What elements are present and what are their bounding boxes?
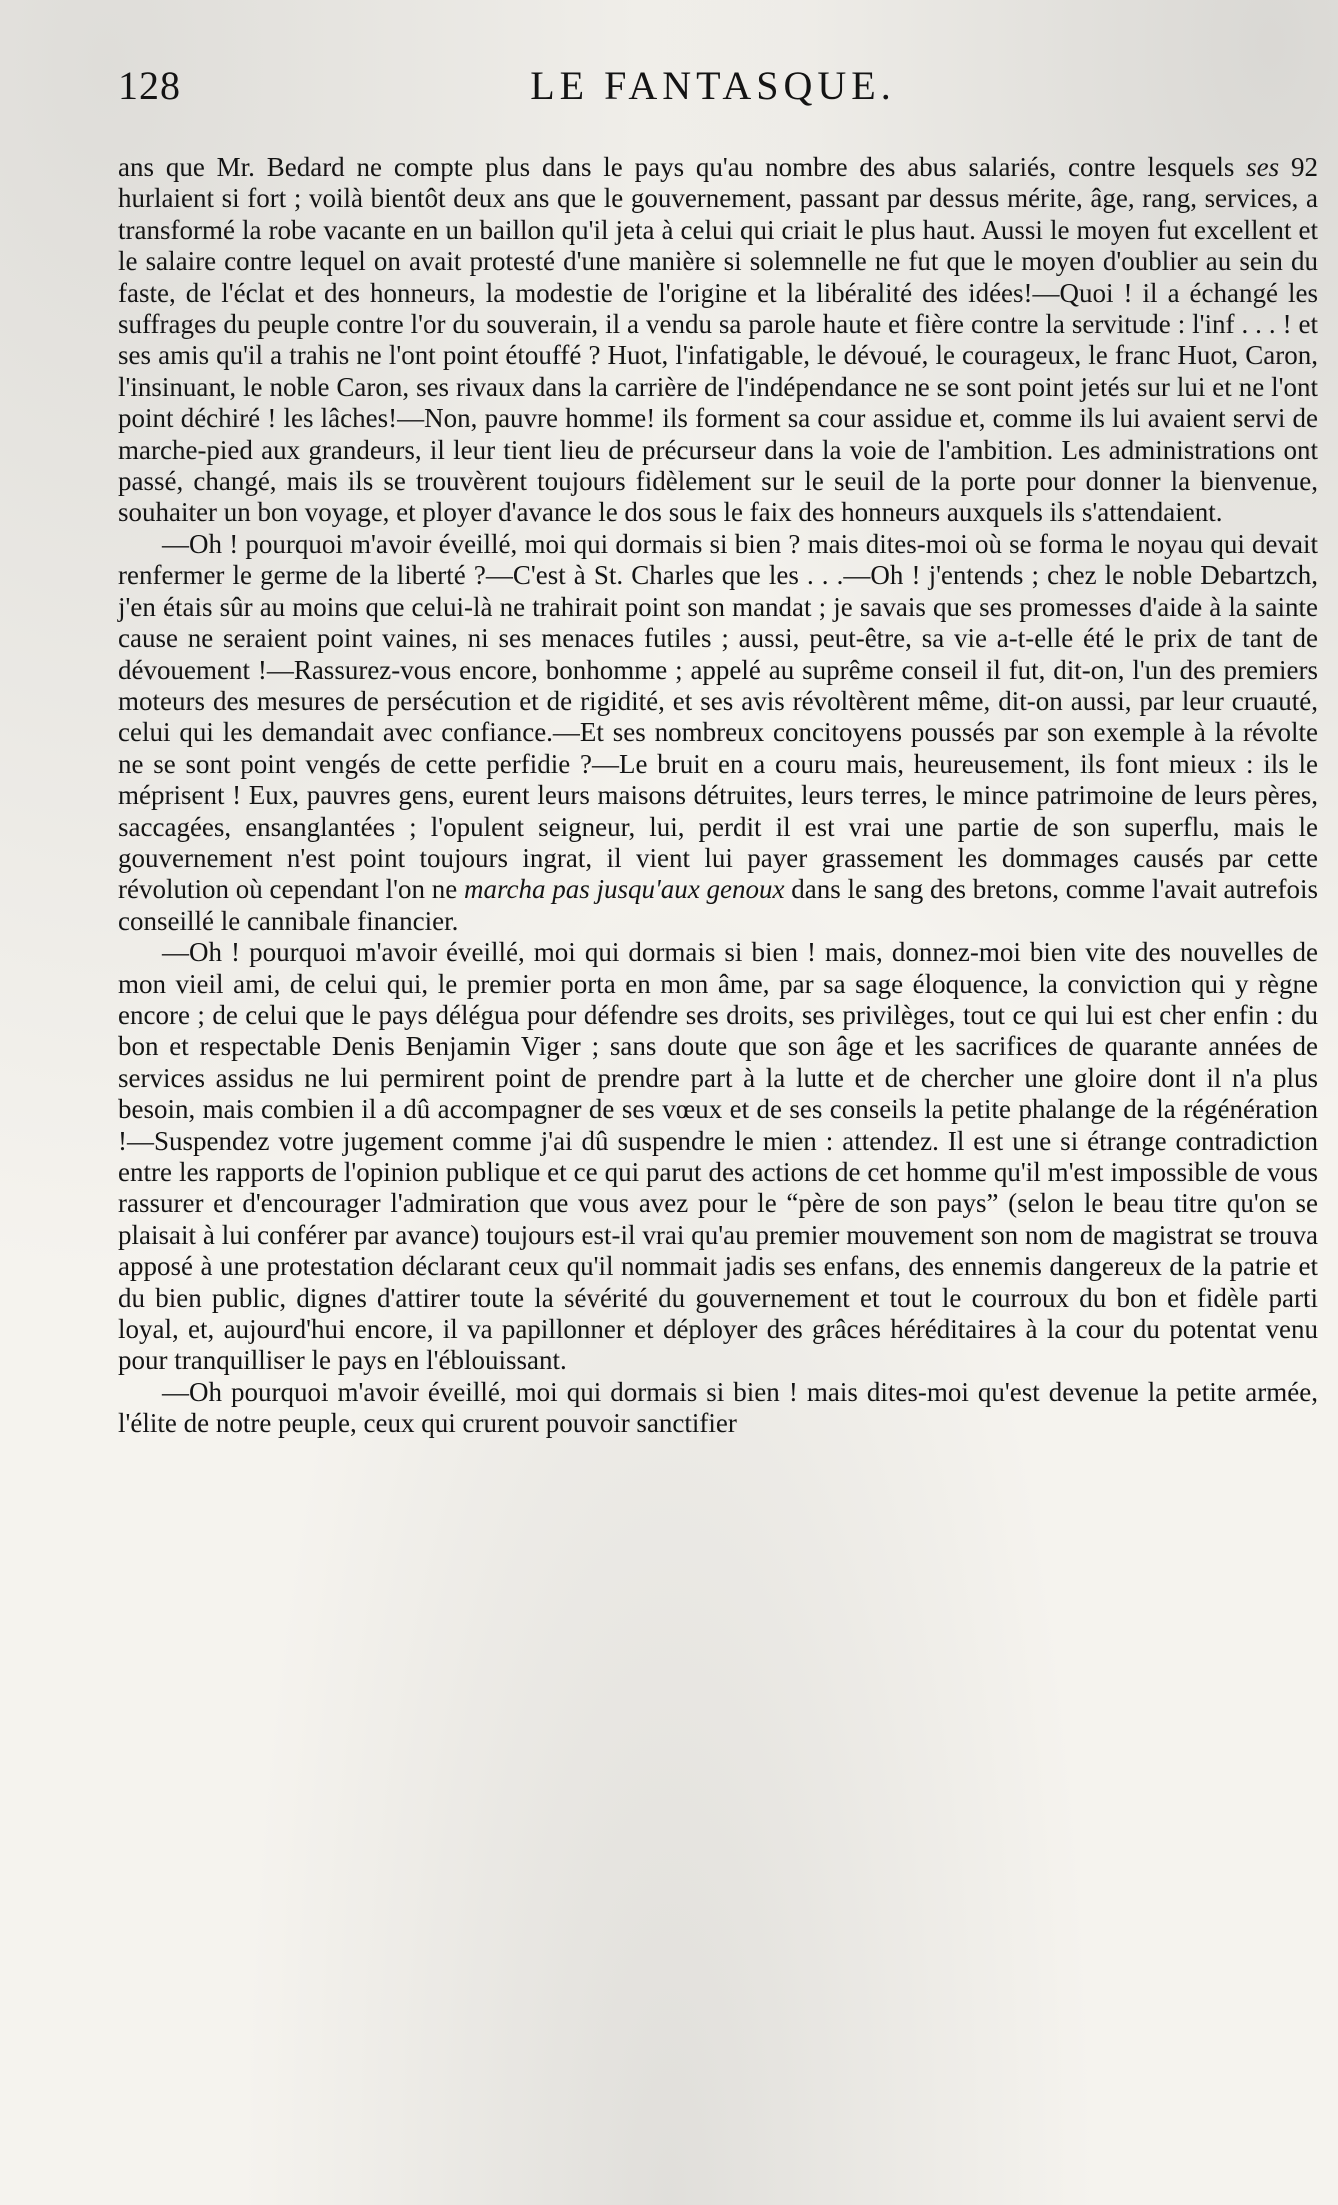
paragraph-1 (118, 152, 1318, 529)
text-segment: —Oh ! pourquoi m'avoir éveillé, moi qui dormais si bien ! mais, donnez-moi bien vite des nouvelles de mon vieil ami, de celui qui, le premier porta en mon âme, par sa sage éloquence, la conviction qui y règne encore ; de celui que le pays délégua pour défendre ses droits, ses privilèges, tout ce qui lui est cher enfin : du bon et respectable Denis Benjamin Viger ; sans doute que son âge et les sacrifices de quarante années de services assidus ne lui permirent point de prendre part à la lutte et de chercher une gloire dont il n'a plus besoin, mais combien il a dû accompagner de ses vœux et de ses conseils la petite phalange de la régénération !—Suspendez votre jugement comme j'ai dû suspendre le mien : attendez. Il est une si étrange contradiction entre les rapports de l'opinion publique et ce qui parut des actions de cet homme qu'il m'est impossible de vous rassurer et d'encourager l'admiration que vous avez pour le “père de son pays” (selon le beau titre qu'on se plaisait à lui conférer par avance) toujours est-il vrai qu'au premier mouvement son nom de magistrat se trouva apposé à une protestation déclarant ceux qu'il nommait jadis ses enfans, des ennemis dangereux de la patrie et du bien public, dignes d'attirer toute la sévérité du gouvernement et tout le courroux du bon et fidèle parti loyal, et, aujourd'hui encore, il va papillonner et déployer des grâces héréditaires à la cour du potentat venu pour tranquilliser le pays en l'éblouissant. (118, 937, 1318, 1376)
text-segment: dans le sang des bretons, comme l'avait autrefois conseillé le cannibale financier. (118, 874, 1318, 936)
text-segment: —Oh ! pourquoi m'avoir éveillé, moi qui dormais si bien ? mais dites-moi où se forma le noyau qui devait renfermer le germe de la liberté ?—C'est à St. Charles que les . . .—Oh ! j'entends ; chez le noble Debartzch, j'en étais sûr au moins que celui-là ne trahirait point son mandat ; je savais que ses promesses d'aide à la sainte cause ne seraient point vaines, ni ses menaces futiles ; aussi, peut-être, sa vie a-t-elle été le prix de tant de dévouement !—Rassurez-vous encore, bonhomme ; appelé au suprême conseil il fut, dit-on, l'un des premiers moteurs des mesures de persécution et de rigidité, et ses avis révoltèrent même, dit-on aussi, par leur cruauté, celui qui les demandait avec confiance.—Et ses nombreux concitoyens poussés par son exemple à la révolte ne se sont point vengés de cette perfidie ?—Le bruit en a couru mais, heureusement, ils font mieux : ils le méprisent ! Eux, pauvres gens, eurent leurs maisons détruites, leurs terres, le mince patrimoine de leurs pères, saccagées, ensanglantées ; l'opulent seigneur, lui, perdit il est vrai une partie de son superflu, mais le gouvernement n'est point toujours ingrat, il vient lui payer grassement les dommages causés par cette révolution où cependant l'on ne (118, 528, 1318, 905)
paragraph-4 (118, 1377, 1318, 1440)
text-segment: ans que Mr. Bedard ne compte plus dans le pays qu'au nombre des abus salariés, contre lesquels (118, 152, 1247, 182)
text-segment: —Oh pourquoi m'avoir éveillé, moi qui dormais si bien ! mais dites-moi qu'est devenue la petite armée, l'élite de notre peuple, ceux qui crurent pouvoir sanctifier (118, 1376, 1318, 1439)
page-header (118, 62, 1308, 132)
article-body (118, 152, 1318, 1440)
page-number: 128 (118, 63, 181, 108)
paragraph-2 (118, 529, 1318, 937)
italic-segment: marcha pas jusqu'aux genoux (464, 874, 785, 905)
italic-segment: ses (1246, 152, 1280, 182)
paragraph-3 (118, 937, 1318, 1377)
text-segment: 92 hurlaient si fort ; voilà bientôt deux ans que le gouvernement, passant par dessus mérite, âge, rang, services, a transformé la robe vacante en un baillon qu'il jeta à celui qui criait le plus haut. Aussi le moyen fut excellent et le salaire contre lequel on avait protesté d'une manière si solemnelle ne fut que le moyen d'oublier au sein du faste, de l'éclat et des honneurs, la modestie de l'origine et la libéralité des idées!—Quoi ! il a échangé les suffrages du peuple contre l'or du souverain, il a vendu sa parole haute et fière contre la servitude : l'inf . . . ! et ses amis qu'il a trahis ne l'ont point étouffé ? Huot, l'infatigable, le dévoué, le courageux, le franc Huot, Caron, l'insinuant, le noble Caron, ses rivaux dans la carrière de l'indépendance ne se sont point jetés sur lui et ne l'ont point déchiré ! les lâches!—Non, pauvre homme! ils forment sa cour assidue et, comme ils lui avaient servi de marche-pied aux grandeurs, il leur tient lieu de précurseur dans la voie de l'ambition. Les administrations ont passé, changé, mais ils se trouvèrent toujours fidèlement sur le seuil de la porte pour donner la bienvenue, souhaiter un bon voyage, et ployer d'avance le dos sous le faix des honneurs auxquels ils s'attendaient. (118, 152, 1318, 528)
running-title: LE FANTASQUE. (530, 63, 896, 108)
